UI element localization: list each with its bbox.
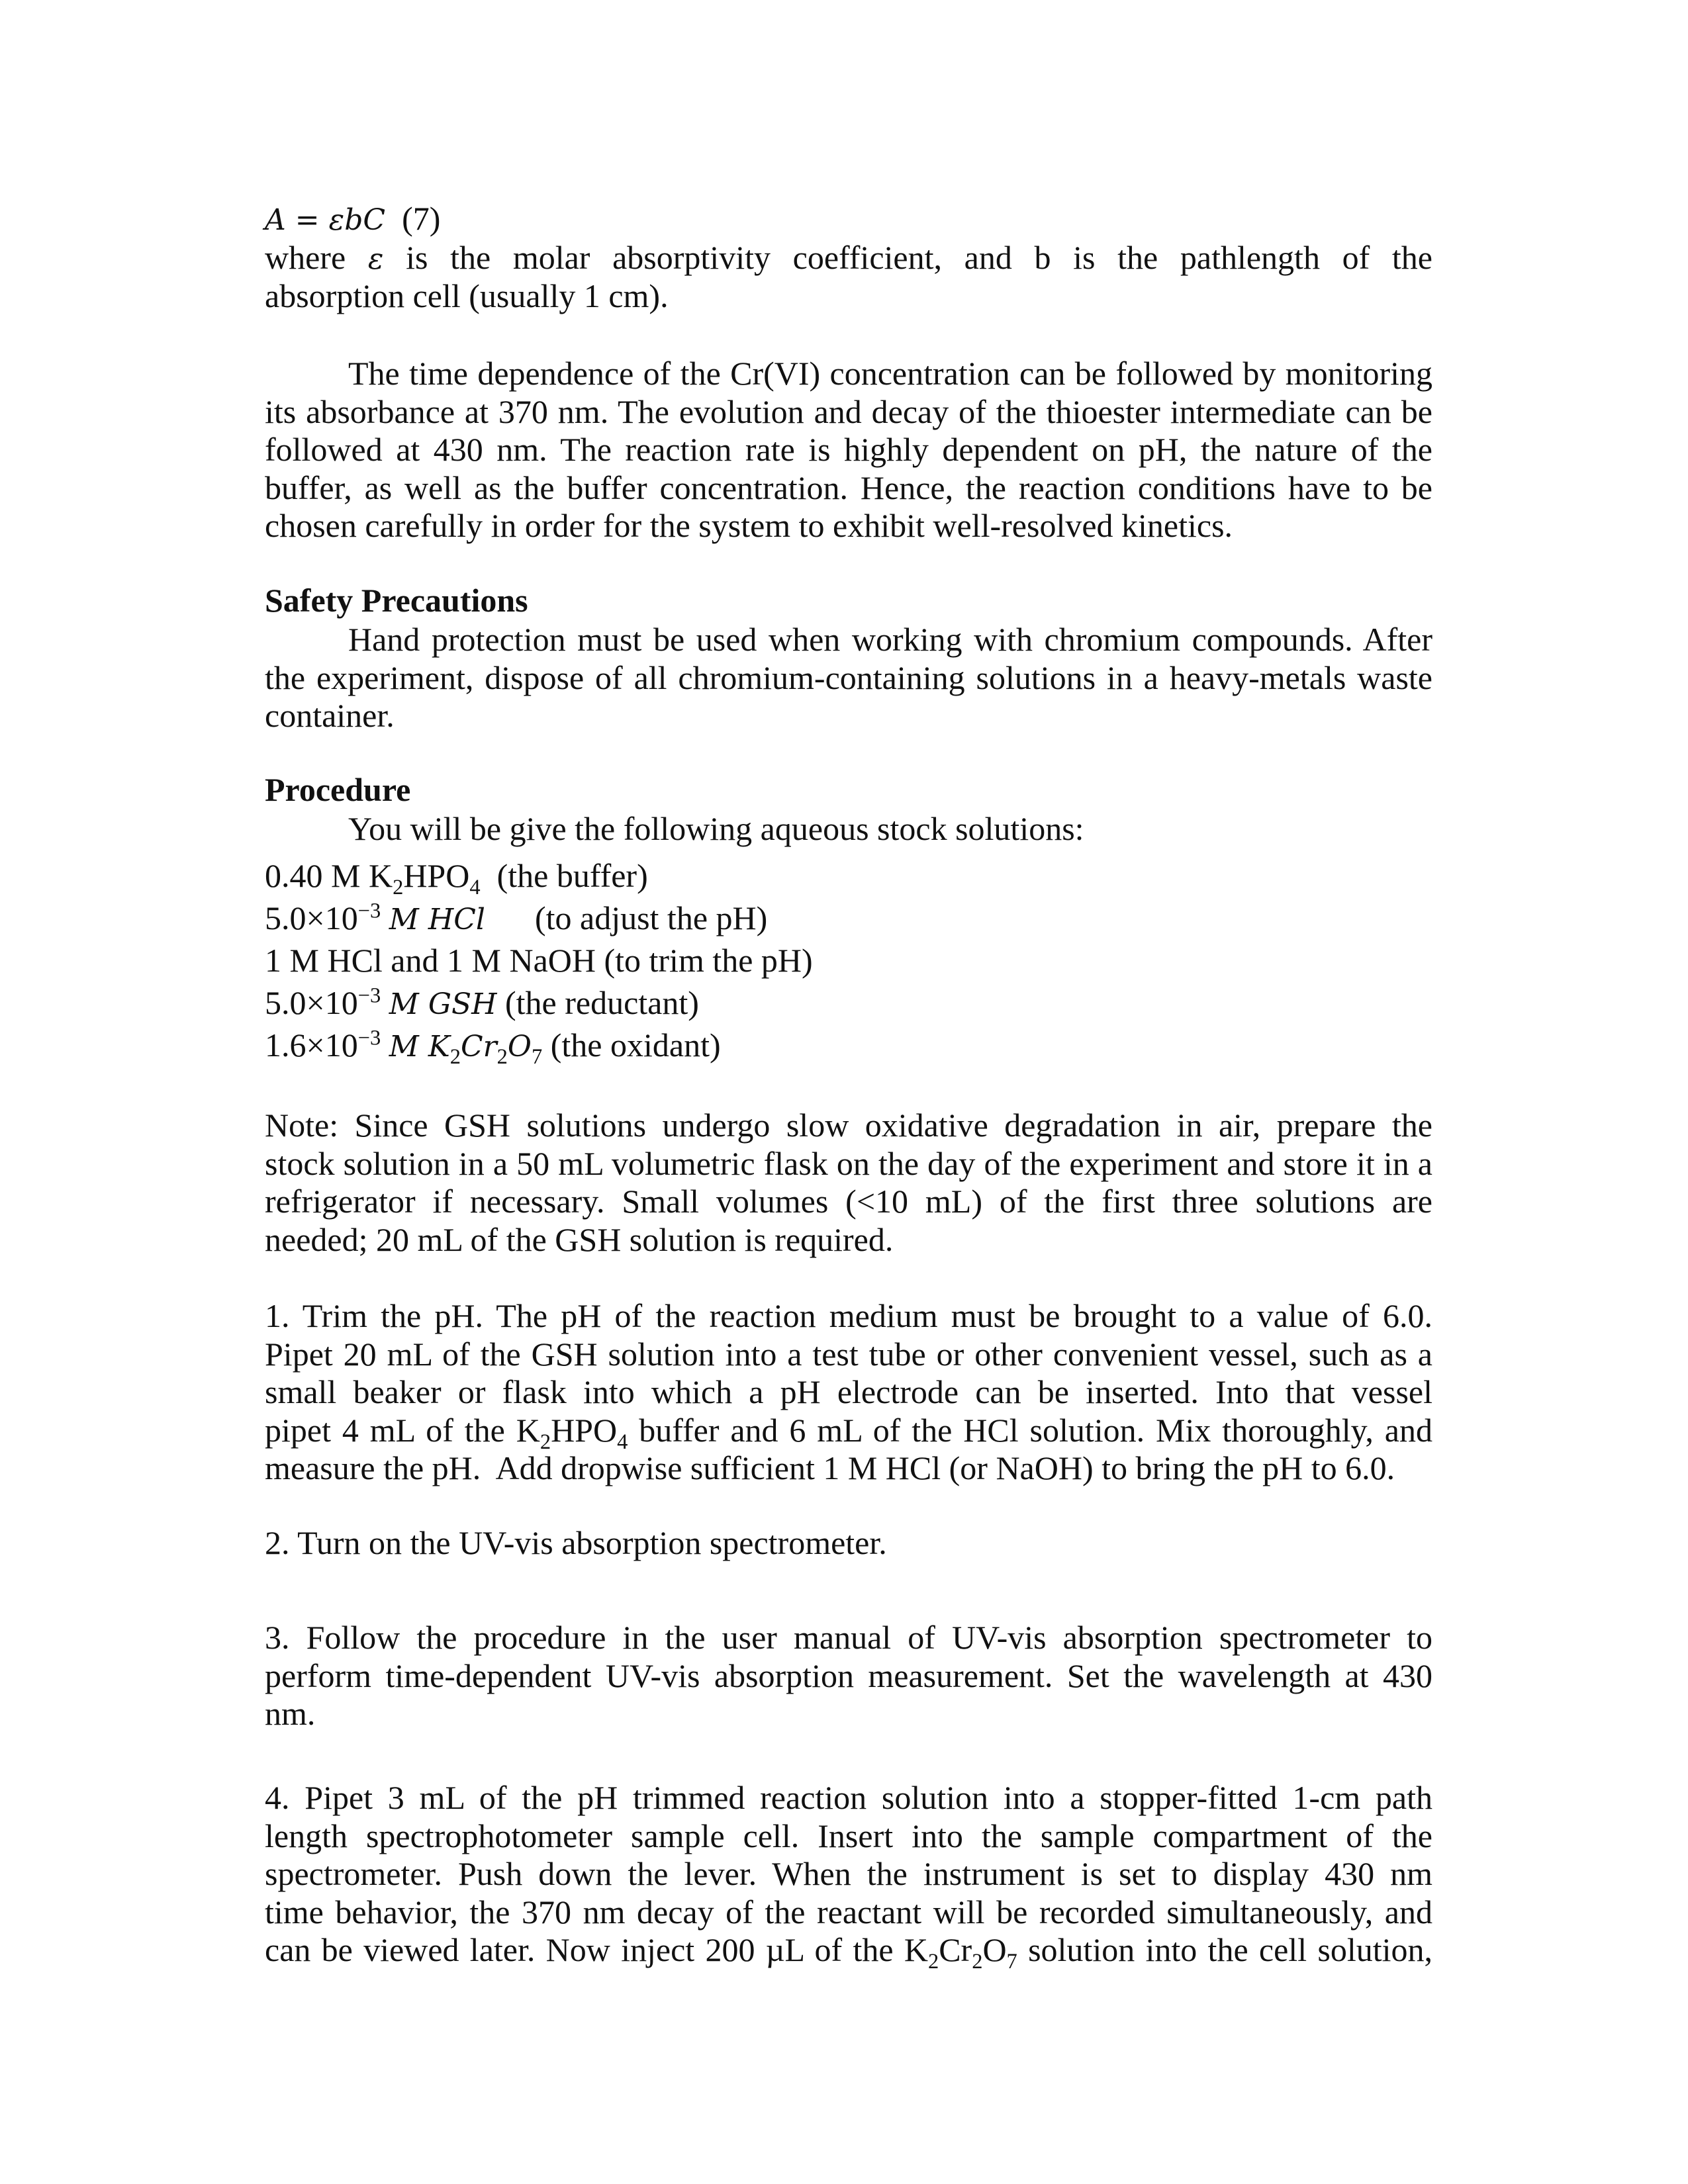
text-run: A <box>265 203 286 237</box>
text-line <box>265 1336 1432 1374</box>
text-run <box>381 899 389 936</box>
text-run: small beaker or flask into which a pH electrode can be inserted. Into that vessel <box>265 1373 1432 1410</box>
safety-paragraph <box>265 621 1432 735</box>
text-run: stock solution in a 50 mL volumetric flask on the day of the experiment and store it in a <box>265 1144 1432 1182</box>
text-run: container. <box>265 697 395 734</box>
text-run: its absorbance at 370 nm. The evolution and decay of the thioester intermediate can be <box>265 392 1432 430</box>
text-run: (the reductant) <box>496 984 699 1021</box>
text-run: (the oxidant) <box>542 1026 721 1064</box>
text-line <box>265 355 1432 393</box>
text-run: Hand protection must be used when working with chromium compounds. After <box>348 621 1432 658</box>
paragraph-time-dependence <box>265 355 1432 545</box>
text-run: nm. <box>265 1695 316 1732</box>
step-1 <box>265 1297 1432 1488</box>
text-line <box>265 1449 1432 1488</box>
text-run: 2 <box>539 1430 551 1454</box>
text-line <box>265 277 1432 316</box>
text-line <box>265 507 1432 545</box>
text-run: the experiment, dispose of all chromium-containing solutions in a heavy-metals waste <box>265 659 1432 696</box>
text-line <box>265 1931 1432 1974</box>
step-3 <box>265 1619 1432 1733</box>
text-line <box>265 939 1432 981</box>
text-run: −3 <box>357 1026 381 1050</box>
text-line <box>265 1619 1432 1657</box>
text-run: ε <box>367 242 384 276</box>
text-run: can be viewed later. Now inject 200 µL of the K <box>265 1931 928 1968</box>
safety-heading: Safety Precautions <box>265 582 528 619</box>
text-run: M K <box>389 1030 450 1064</box>
text-run: followed at 430 nm. The reaction rate is highly dependent on pH, the nature of the <box>265 431 1432 468</box>
text-run: 5.0×10 <box>265 899 358 936</box>
text-line <box>265 1893 1432 1932</box>
text-run: 4. Pipet 3 mL of the pH trimmed reaction solution into a stopper-fitted 1-cm path <box>265 1779 1432 1816</box>
text-line <box>265 1524 1432 1563</box>
text-line <box>265 1221 1432 1259</box>
text-run: 2 <box>927 1950 939 1974</box>
text-run: You will be give the following aqueous stock solutions: <box>348 810 1084 847</box>
text-run: HPO <box>551 1411 618 1449</box>
text-run: 1.6×10 <box>265 1026 358 1064</box>
text-run: 1 M HCl and 1 M NaOH (to trim the pH) <box>265 942 813 979</box>
text-run: where <box>265 239 368 276</box>
text-run: 1. Trim the pH. The pH of the reaction medium must be brought to a value of 6.0. <box>265 1297 1432 1334</box>
text-line <box>265 1855 1432 1893</box>
text-run: chosen carefully in order for the system to exhibit well-resolved kinetics. <box>265 507 1233 544</box>
text-run: −3 <box>357 983 381 1008</box>
text-run: 4 <box>469 876 481 899</box>
text-run: 2. Turn on the UV-vis absorption spectrometer. <box>265 1524 887 1561</box>
text-run: spectrometer. Push down the lever. When the instrument is set to display 430 nm <box>265 1855 1432 1892</box>
equation-explanation <box>265 239 1432 315</box>
text-line <box>265 1024 1432 1069</box>
text-line <box>265 393 1432 432</box>
text-run: 2 <box>449 1045 461 1069</box>
note-paragraph <box>265 1107 1432 1259</box>
text-run: Note: Since GSH solutions undergo slow oxidative degradation in air, prepare the <box>265 1107 1432 1144</box>
text-run: Cr <box>460 1030 497 1064</box>
text-run: absorption cell (usually 1 cm). <box>265 277 669 314</box>
text-run: measure the pH. Add dropwise sufficient 1 M HCl (or NaOH) to bring the pH to 6.0. <box>265 1449 1395 1486</box>
text-run: refrigerator if necessary. Small volumes (<10 mL) of the first three solutions are <box>265 1183 1432 1220</box>
text-line <box>265 1183 1432 1221</box>
text-line <box>265 1779 1432 1817</box>
text-run: M HCl <box>389 903 485 936</box>
text-run: 5.0×10 <box>265 984 358 1021</box>
text-run <box>381 1026 389 1064</box>
text-run: O <box>507 1030 532 1064</box>
text-run: buffer and 6 mL of the HCl solution. Mix thoroughly, and <box>628 1411 1432 1449</box>
text-line <box>265 1145 1432 1183</box>
stock-solution-list <box>265 854 1432 1069</box>
equation <box>265 200 1432 238</box>
text-line <box>265 854 1432 897</box>
text-line <box>265 469 1432 508</box>
text-line <box>265 621 1432 659</box>
step-4 <box>265 1779 1432 1974</box>
text-line <box>265 200 1432 238</box>
text-run: buffer, as well as the buffer concentration. Hence, the reaction conditions have to be <box>265 469 1432 506</box>
procedure-heading: Procedure <box>265 771 411 808</box>
text-run: time behavior, the 370 nm decay of the reactant will be recorded simultaneously, and <box>265 1893 1432 1931</box>
text-run: The time dependence of the Cr(VI) concentration can be followed by monitoring <box>348 355 1432 392</box>
text-run: solution into the cell solution, <box>1017 1931 1432 1968</box>
text-run: Pipet 20 mL of the GSH solution into a test tube or other convenient vessel, such as a <box>265 1335 1432 1373</box>
text-line <box>265 431 1432 469</box>
procedure-intro <box>265 810 1432 848</box>
text-run: (the buffer) <box>480 857 648 894</box>
text-run: pipet 4 mL of the K <box>265 1411 540 1449</box>
text-line <box>265 1657 1432 1696</box>
text-run: 2 <box>393 876 404 899</box>
text-line <box>265 1817 1432 1856</box>
text-run: 7 <box>1006 1950 1017 1974</box>
text-run: is the molar absorptivity coefficient, and b is the pathlength of the <box>383 239 1432 276</box>
text-run: 2 <box>972 1950 983 1974</box>
text-run: 7 <box>532 1045 543 1069</box>
text-run: 0.40 M K <box>265 857 393 894</box>
text-run: needed; 20 mL of the GSH solution is required. <box>265 1220 894 1258</box>
step-2 <box>265 1524 1432 1563</box>
text-line <box>265 981 1432 1024</box>
text-line <box>265 697 1432 735</box>
text-run: 3. Follow the procedure in the user manual of UV-vis absorption spectrometer to <box>265 1619 1432 1656</box>
text-line <box>265 1373 1432 1412</box>
text-run <box>381 984 389 1021</box>
text-line <box>265 1411 1432 1454</box>
text-run: = εbC <box>285 203 386 237</box>
text-line <box>265 810 1432 848</box>
text-line <box>265 1107 1432 1145</box>
text-line <box>265 897 1432 939</box>
text-run: perform time-dependent UV-vis absorption measurement. Set the wavelength at 430 <box>265 1657 1432 1694</box>
text-run: HPO <box>403 857 470 894</box>
text-run: 2 <box>496 1045 508 1069</box>
text-run: −3 <box>357 899 381 923</box>
text-run: M GSH <box>389 987 497 1021</box>
text-line <box>265 1297 1432 1336</box>
text-line <box>265 659 1432 698</box>
text-run: Cr <box>939 1931 972 1968</box>
text-line <box>265 239 1432 277</box>
text-run: (7) <box>385 200 441 237</box>
text-run: length spectrophotometer sample cell. Insert into the sample compartment of the <box>265 1817 1432 1854</box>
text-line <box>265 1695 1432 1733</box>
text-run: 4 <box>617 1430 628 1454</box>
text-run: (to adjust the pH) <box>485 899 768 936</box>
text-run: O <box>982 1931 1007 1968</box>
